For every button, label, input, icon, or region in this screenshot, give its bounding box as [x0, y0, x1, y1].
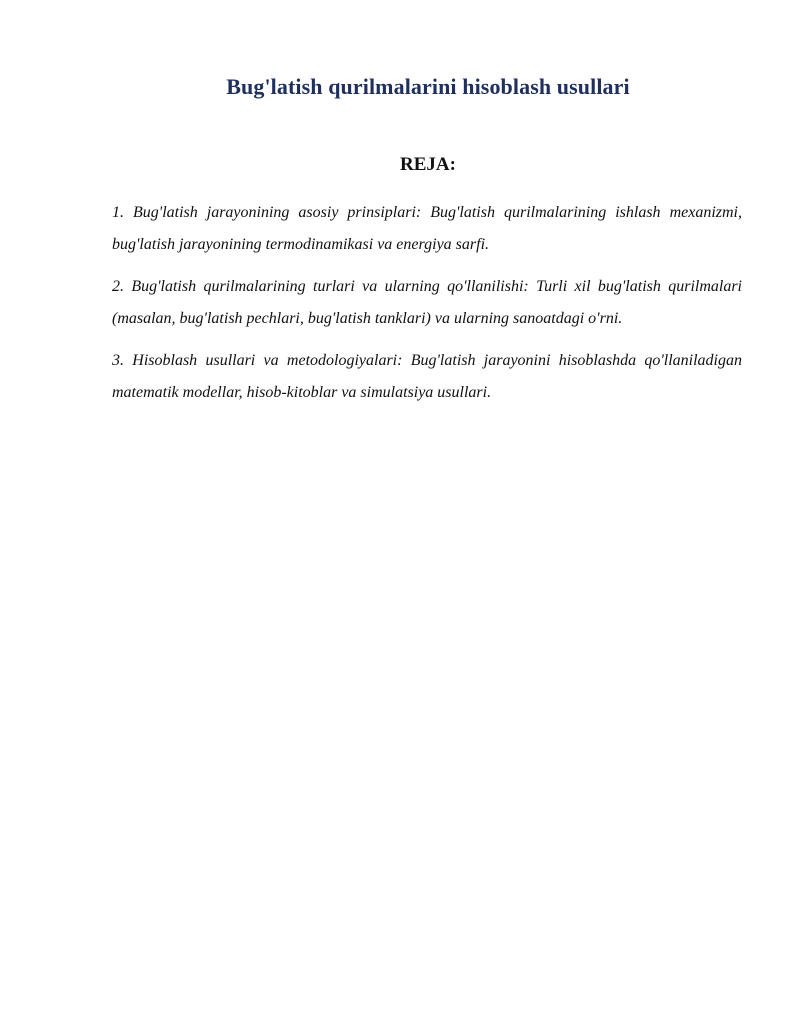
plan-list — [112, 197, 742, 419]
plan-item-1: 1. Bug'latish jarayonining asosiy prinsiplari: Bug'latish qurilmalarining ishlash mexanizmi, bug'latish jarayonining termodinamikasi va energiya sarfi. — [112, 204, 742, 253]
plan-item-3: 3. Hisoblash usullari va metodologiyalari: Bug'latish jarayonini hisoblashda qo'llaniladigan matematik modellar, hisob-kitoblar va simulatsiya usullari. — [112, 352, 742, 401]
plan-heading: REJA: — [400, 154, 456, 175]
plan-item-2: 2. Bug'latish qurilmalarining turlari va ularning qo'llanilishi: Turli xil bug'latish qurilmalari (masalan, bug'latish pechlari, bug'latish tanklari) va ularning sanoatdagi o'rni. — [112, 278, 742, 327]
document-title: Bug'latish qurilmalarini hisoblash usullari — [226, 74, 630, 99]
